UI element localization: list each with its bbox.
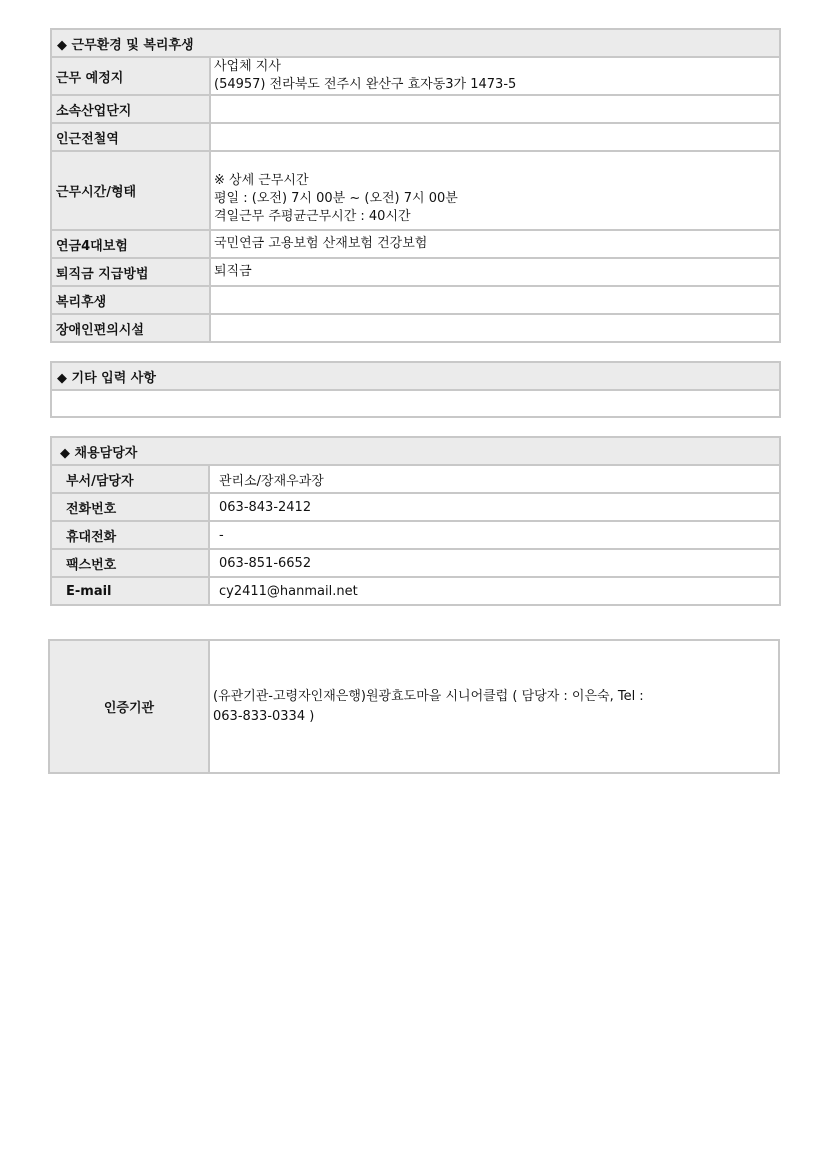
department-value: 관리소/장재우과장 (209, 465, 780, 493)
table-row (51, 286, 780, 314)
table-row (51, 549, 780, 577)
certification-label: 인증기관 (49, 640, 209, 773)
fax-label: 팩스번호 (51, 549, 209, 577)
severance-value: 퇴직금 (210, 258, 780, 286)
work-environment-header: ◆ 근무환경 및 복리후생 (51, 29, 780, 57)
mobile-label: 휴대전화 (51, 521, 209, 549)
mobile-value: - (209, 521, 780, 549)
certification-table (48, 639, 780, 774)
table-row (51, 151, 780, 230)
table-row (51, 521, 780, 549)
table-row (51, 314, 780, 342)
fax-value: 063-851-6652 (209, 549, 780, 577)
industrial-complex-label: 소속산업단지 (51, 95, 210, 123)
recruiter-header: ◆ 채용담당자 (51, 437, 780, 465)
welfare-label: 복리후생 (51, 286, 210, 314)
accessibility-label: 장애인편의시설 (51, 314, 210, 342)
work-hours-label: 근무시간/형태 (51, 151, 210, 230)
certification-line-2: 063-833-0334 ) (213, 708, 315, 724)
recruiter-table (50, 436, 781, 606)
insurance-value: 국민연금 고용보험 산재보험 건강보험 (210, 230, 780, 258)
table-row (51, 577, 780, 605)
work-location-value (210, 57, 780, 95)
welfare-value (210, 286, 780, 314)
insurance-label: 연금4대보험 (51, 230, 210, 258)
department-label: 부서/담당자 (51, 465, 209, 493)
work-location-line-1: 사업체 지사 (214, 59, 281, 74)
phone-label: 전화번호 (51, 493, 209, 521)
severance-label: 퇴직금 지급방법 (51, 258, 210, 286)
table-row (51, 230, 780, 258)
work-location-label: 근무 예정지 (51, 57, 210, 95)
work-environment-table (50, 28, 781, 343)
email-value[interactable]: cy2411@hanmail.net (209, 577, 780, 605)
table-row (51, 465, 780, 493)
nearby-station-value (210, 123, 780, 151)
work-location-line-2: (54957) 전라북도 전주시 완산구 효자동3가 1473-5 (214, 77, 517, 92)
work-hours-value (210, 151, 780, 230)
table-row (51, 493, 780, 521)
phone-value: 063-843-2412 (209, 493, 780, 521)
table-row (51, 258, 780, 286)
table-row (51, 95, 780, 123)
email-label: E-mail (51, 577, 209, 605)
table-row (51, 57, 780, 95)
work-hours-line-3: 격일근무 주평균근무시간 : 40시간 (214, 208, 411, 224)
certification-line-1: (유관기관-고령자인재은행)원광효도마을 시니어클럽 ( 담당자 : 이은숙, Tel : (213, 688, 644, 704)
work-hours-line-2: 평일 : (오전) 7시 00분 ~ (오전) 7시 00분 (214, 190, 458, 206)
industrial-complex-value (210, 95, 780, 123)
other-info-table (50, 361, 781, 418)
other-info-header: ◆ 기타 입력 사항 (51, 362, 780, 390)
accessibility-value (210, 314, 780, 342)
nearby-station-label: 인근전철역 (51, 123, 210, 151)
other-info-value (51, 390, 780, 417)
table-row (51, 123, 780, 151)
work-hours-line-1: ※ 상세 근무시간 (214, 172, 309, 188)
certification-value (209, 640, 779, 773)
